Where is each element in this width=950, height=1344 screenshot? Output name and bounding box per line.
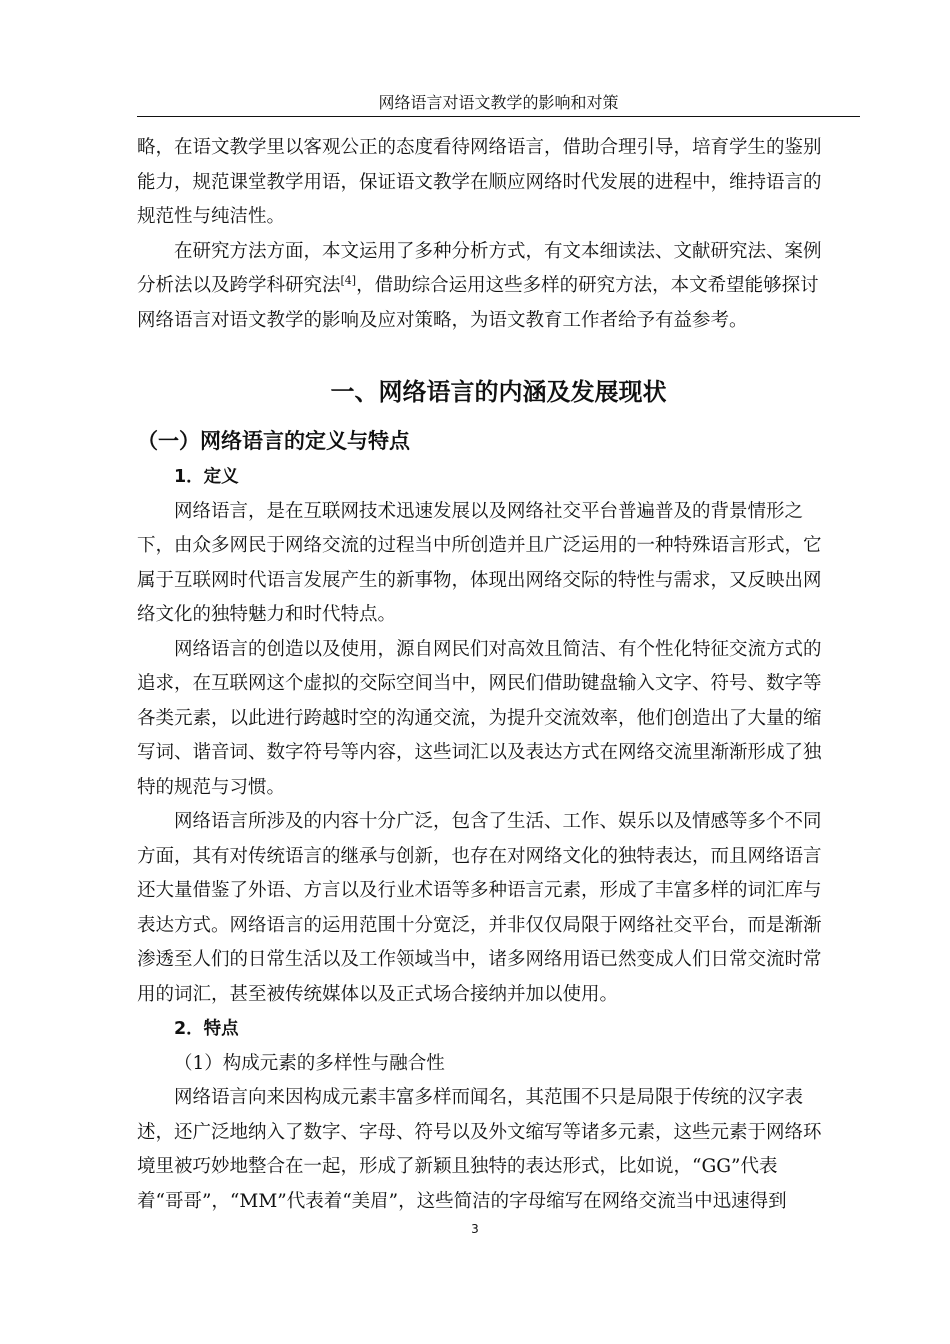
definition-paragraph-1-line-3: 属于互联网时代语言发展产生的新事物，体现出网络交际的特性与需求，又反映出网: [137, 569, 822, 591]
intro-paragraph-2-line-3: 网络语言对语文教学的影响及应对策略，为语文教育工作者给予有益参考。: [137, 309, 748, 331]
definition-paragraph-1-line-1: 网络语言，是在互联网技术迅速发展以及网络社交平台普遍普及的背景情形之: [174, 500, 804, 522]
line-text-before-citation: 分析法以及跨学科研究法: [137, 275, 341, 296]
feature-paragraph-1-line-3: 境里被巧妙地整合在一起，形成了新颖且独特的表达形式，比如说，“GG”代表: [137, 1156, 778, 1177]
definition-paragraph-3-line-4: 表达方式。网络语言的运用范围十分宽泛，并非仅仅局限于网络社交平台，而是渐渐: [137, 914, 822, 936]
subsection-heading-features: 2．特点: [174, 1019, 239, 1039]
feature-paragraph-1-line-4: 着“哥哥”，“MM”代表着“美眉”，这些简洁的字母缩写在网络交流当中迅速得到: [137, 1190, 787, 1212]
definition-paragraph-2-line-2: 追求，在互联网这个虚拟的交际空间当中，网民们借助键盘输入文字、符号、数字等: [137, 673, 822, 694]
definition-paragraph-3-line-3: 还大量借鉴了外语、方言以及行业术语等多种语言元素，形成了丰富多样的词汇库与: [137, 880, 822, 901]
definition-paragraph-2-line-1: 网络语言的创造以及使用，源自网民们对高效且简洁、有个性化特征交流方式的: [174, 638, 822, 660]
intro-paragraph-2-line-1: 在研究方法方面，本文运用了多种分析方式，有文本细读法、文献研究法、案例: [174, 240, 822, 262]
definition-paragraph-3-line-6: 用的词汇，甚至被传统媒体以及正式场合接纳并加以使用。: [137, 983, 619, 1005]
definition-paragraph-3-line-5: 渗透至人们的日常生活以及工作领域当中，诸多网络用语已然变成人们日常交流时常: [137, 949, 822, 970]
feature-heading-1: （1）构成元素的多样性与融合性: [174, 1052, 445, 1074]
intro-paragraph-1-line-3: 规范性与纯洁性。: [137, 206, 286, 227]
page-number: 3: [471, 1222, 479, 1236]
intro-paragraph-1-line-1: 略，在语文教学里以客观公正的态度看待网络语言，借助合理引导，培育学生的鉴别: [137, 137, 822, 158]
chapter-title: 一、网络语言的内涵及发展现状: [330, 378, 667, 406]
definition-paragraph-2-line-5: 特的规范与习惯。: [137, 776, 286, 798]
section-title: （一）网络语言的定义与特点: [137, 429, 410, 453]
definition-paragraph-2-line-3: 各类元素，以此进行跨越时空的沟通交流，为提升交流效率，他们创造出了大量的缩: [137, 707, 822, 729]
definition-paragraph-1-line-2: 下，由众多网民于网络交流的过程当中所创造并且广泛运用的一种特殊语言形式，它: [137, 535, 822, 556]
feature-paragraph-1-line-2: 述，还广泛地纳入了数字、字母、符号以及外文缩写等诸多元素，这些元素于网络环: [137, 1121, 822, 1143]
definition-paragraph-3-line-1: 网络语言所涉及的内容十分广泛，包含了生活、工作、娱乐以及情感等多个不同: [174, 811, 822, 832]
line-text-after-citation: ，借助综合运用这些多样的研究方法，本文希望能够探讨: [356, 275, 819, 296]
definition-paragraph-2-line-4: 写词、谐音词、数字符号等内容，这些词汇以及表达方式在网络交流里渐渐形成了独: [137, 742, 822, 763]
citation-reference: [4]: [340, 273, 357, 287]
definition-paragraph-1-line-4: 络文化的独特魅力和时代特点。: [137, 604, 397, 625]
page-body: [137, 131, 860, 1219]
intro-paragraph-1-line-2: 能力，规范课堂教学用语，保证语文教学在顺应网络时代发展的进程中，维持语言的: [137, 171, 822, 193]
definition-paragraph-3-line-2: 方面，其有对传统语言的继承与创新，也存在对网络文化的独特表达，而且网络语言: [137, 845, 822, 867]
running-header: 网络语言对语文教学的影响和对策: [137, 92, 860, 117]
intro-paragraph-2-line-2: [137, 269, 860, 304]
feature-paragraph-1-line-1: 网络语言向来因构成元素丰富多样而闻名，其范围不只是局限于传统的汉字表: [174, 1087, 804, 1108]
subsection-heading-definition: 1．定义: [174, 467, 239, 487]
